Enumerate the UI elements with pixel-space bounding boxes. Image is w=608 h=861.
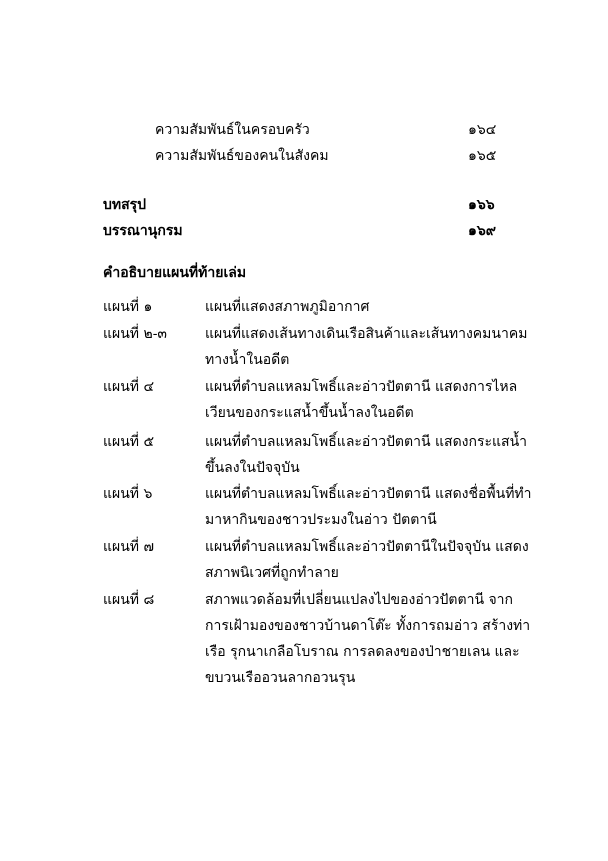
- map-label: แผนที่ ๔: [103, 379, 155, 395]
- map-label: แผนที่ ๗: [103, 539, 155, 555]
- toc-main-entry-title: บทสรุป: [103, 197, 147, 213]
- map-label: แผนที่ ๘: [103, 592, 155, 608]
- map-description-line: แผนที่แสดงเส้นทางเดินเรือสินค้าและเส้นทางคมนาคม: [205, 326, 528, 342]
- map-description-line: แผนที่ตำบลแหลมโพธิ์และอ่าวปัตตานี แสดงการไหล: [205, 379, 518, 395]
- map-description-line: แผนที่แสดงสภาพภูมิอากาศ: [205, 299, 370, 315]
- toc-page-number: ๑๖๕: [468, 148, 497, 164]
- map-description-line: เรือ รุกนาเกลือโบราณ การลดลงของป่าชายเลน และ: [205, 644, 520, 660]
- map-label: แผนที่ ๑: [103, 299, 153, 315]
- map-description-line: ทางน้ำในอดีต: [205, 352, 290, 368]
- map-description-line: มาหากินของชาวประมงในอ่าว ปัตตานี: [205, 512, 437, 528]
- map-description-line: แผนที่ตำบลแหลมโพธิ์และอ่าวปัตตานี แสดงกระแสน้ำ: [205, 434, 528, 450]
- map-description-line: ขึ้นลงในปัจจุบัน: [205, 460, 300, 476]
- map-description-line: เวียนของกระแสน้ำขึ้นน้ำลงในอดีต: [205, 405, 414, 421]
- map-label: แผนที่ ๕: [103, 434, 155, 450]
- map-description-line: แผนที่ตำบลแหลมโพธิ์และอ่าวปัตตานี แสดงชื่อพื้นที่ทำ: [205, 486, 532, 502]
- toc-sub-entry-title: ความสัมพันธ์ของคนในสังคม: [155, 148, 329, 164]
- map-description-line: สภาพแวดล้อมที่เปลี่ยนแปลงไปของอ่าวปัตตานี จาก: [205, 592, 513, 608]
- map-description-line: สภาพนิเวศที่ถูกทำลาย: [205, 565, 339, 581]
- map-label: แผนที่ ๒-๓: [103, 326, 168, 342]
- maps-section-heading: คำอธิบายแผนที่ท้ายเล่ม: [103, 265, 247, 281]
- toc-sub-entry-title: ความสัมพันธ์ในครอบครัว: [155, 122, 310, 138]
- toc-page-number: ๑๖๙: [468, 223, 497, 239]
- map-description-line: การเฝ้ามองของชาวบ้านดาโต๊ะ ทั้งการถมอ่าว สร้างท่า: [205, 618, 531, 634]
- map-label: แผนที่ ๖: [103, 486, 153, 502]
- map-description-line: ขบวนเรืออวนลากอวนรุน: [205, 670, 356, 686]
- toc-page-number: ๑๖๔: [468, 122, 497, 138]
- toc-main-entry-title: บรรณานุกรม: [103, 223, 183, 239]
- toc-page-number: ๑๖๖: [468, 197, 495, 213]
- map-description-line: แผนที่ตำบลแหลมโพธิ์และอ่าวปัตตานีในปัจจุบัน แสดง: [205, 539, 529, 555]
